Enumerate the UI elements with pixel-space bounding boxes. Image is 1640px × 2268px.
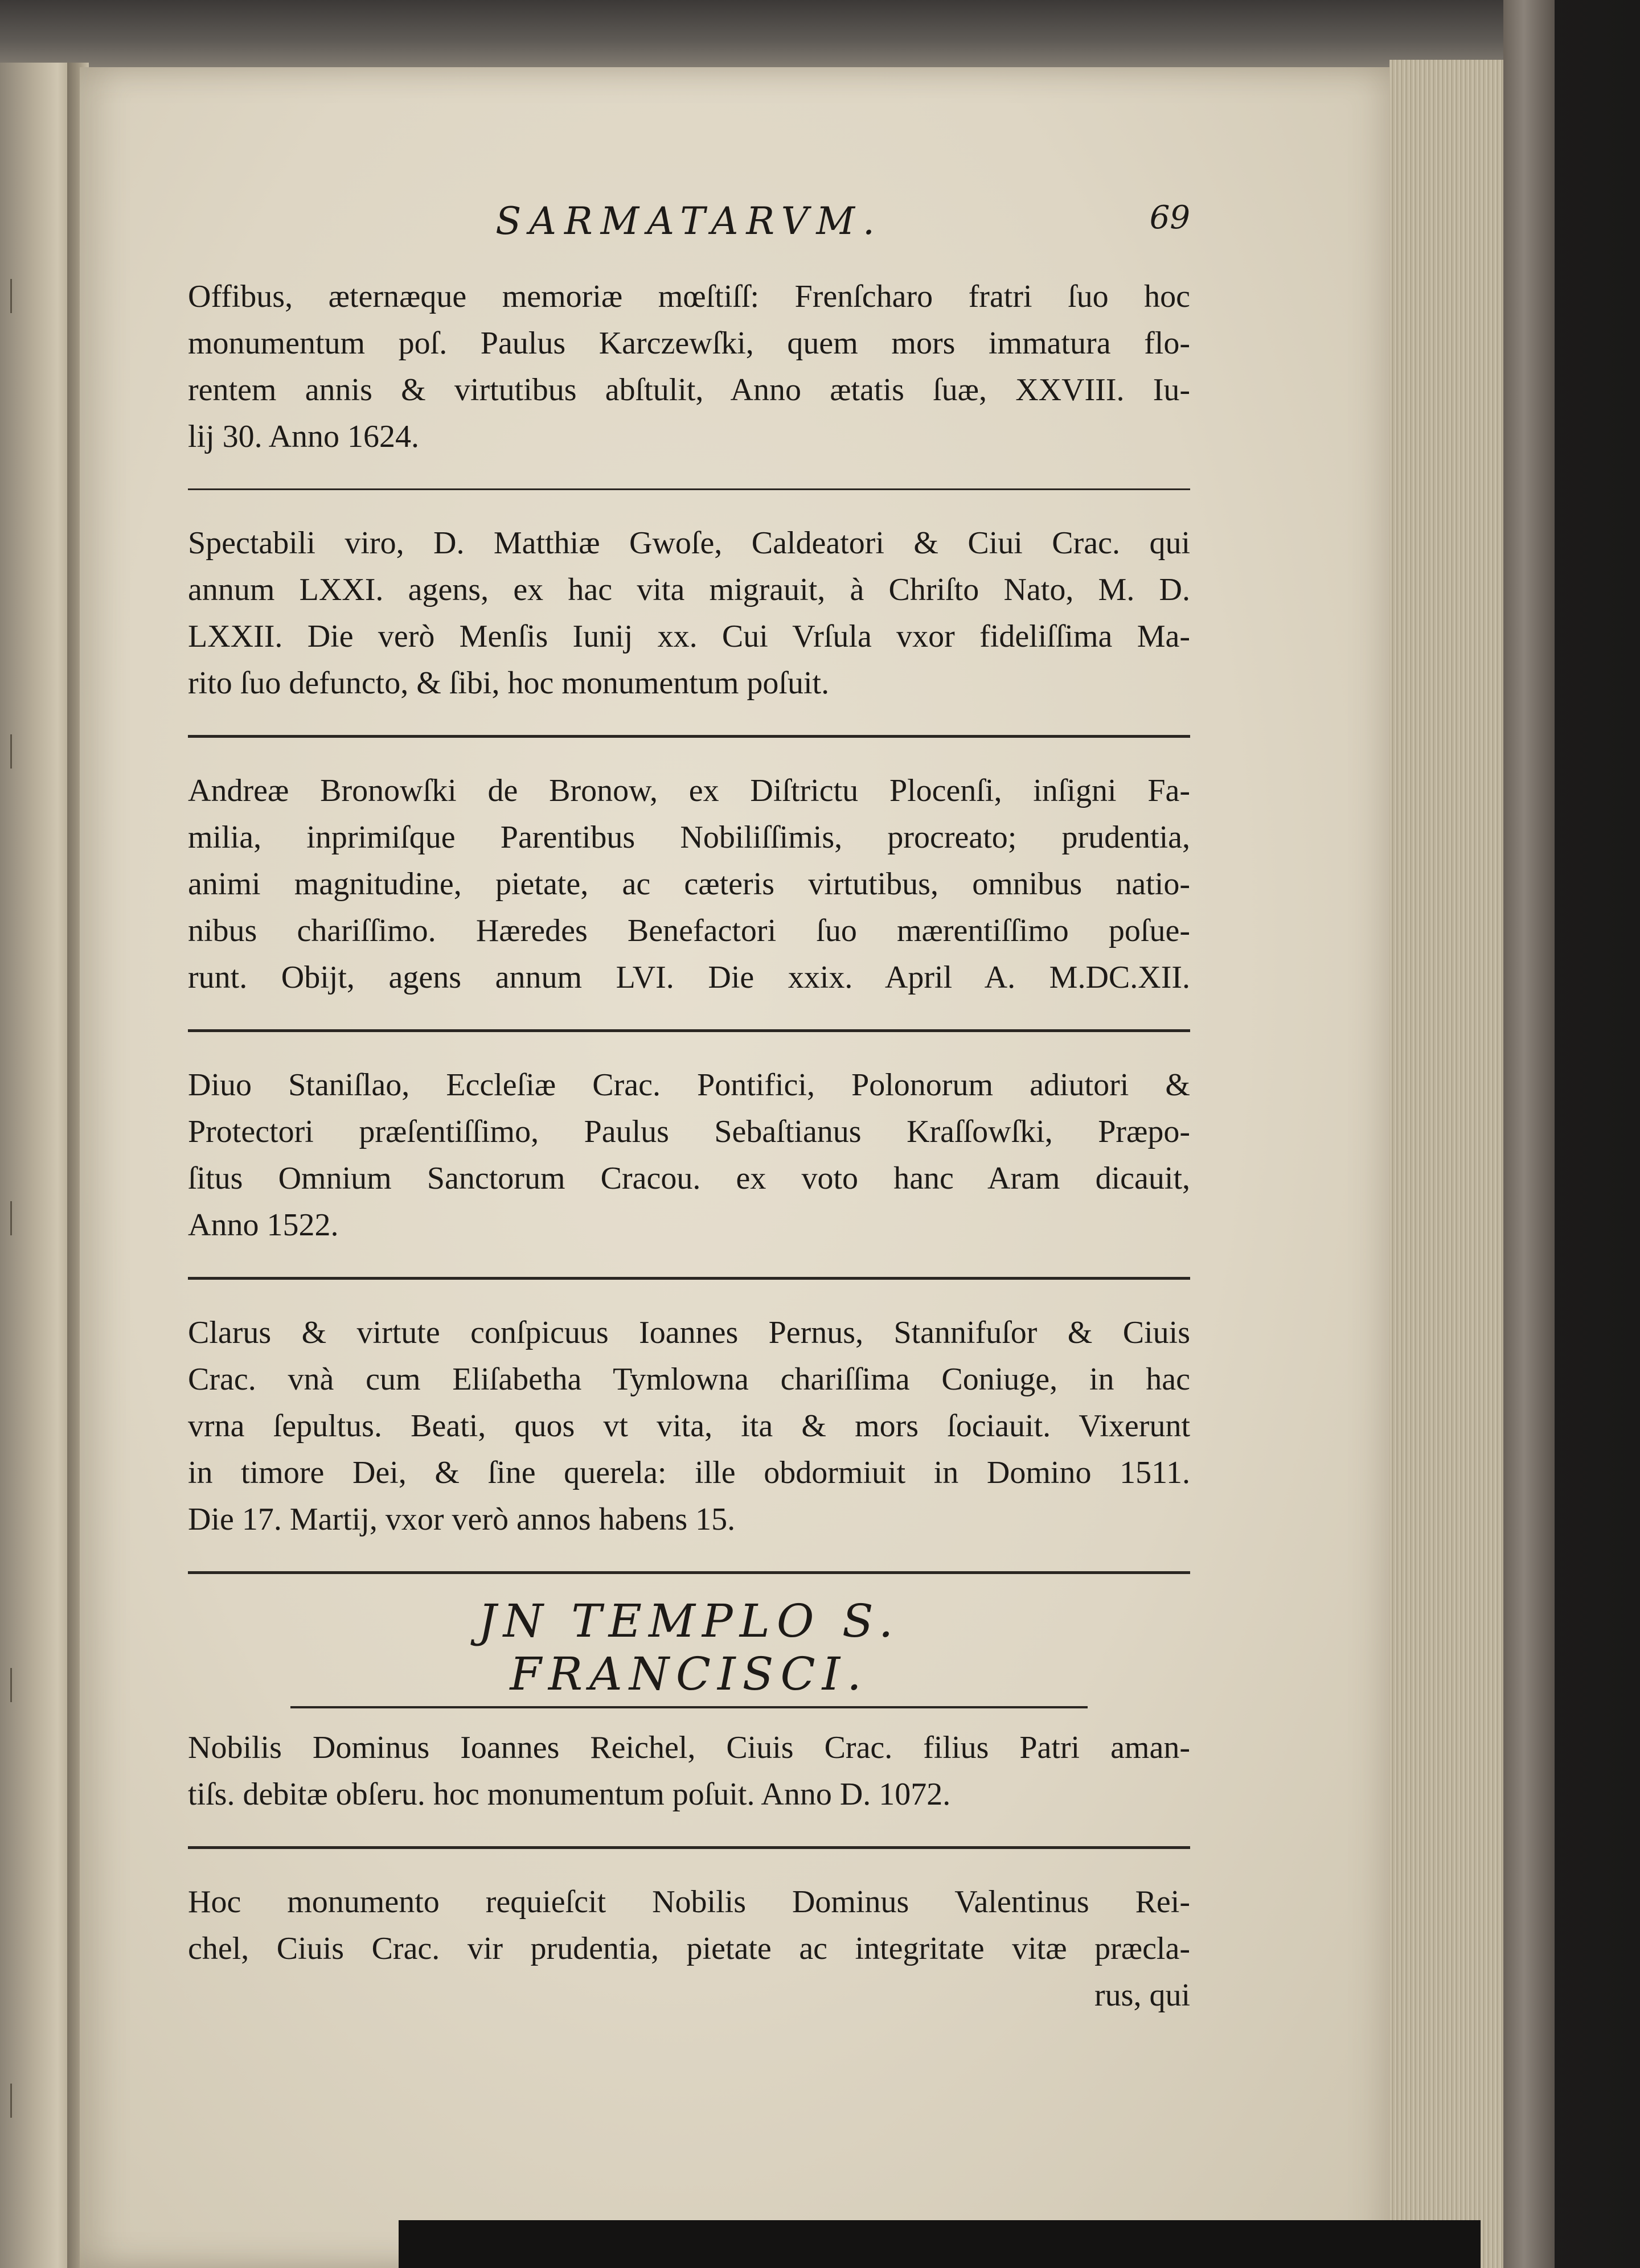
- inscription-entry: [188, 520, 1190, 706]
- binding-thread: [10, 734, 12, 769]
- inscription-entry: [188, 767, 1190, 1001]
- text-line: chel, Ciuis Crac. vir prudentia, pietate ac integritate vitæ præcla-: [188, 1931, 1190, 1966]
- text-line: Spectabili viro, D. Matthiæ Gwoſe, Caldeatori & Ciui Crac. qui: [188, 525, 1190, 561]
- text-line: Andreæ Bronowſki de Bronow, ex Diſtrictu Plocenſi, inſigni Fa-: [188, 773, 1190, 808]
- binding-thread: [10, 2084, 12, 2118]
- text-line: animi magnitudine, pietate, ac cæteris virtutibus, omnibus natio-: [188, 866, 1190, 902]
- text-line: ſitus Omnium Sanctorum Cracou. ex voto hanc Aram dicauit,: [188, 1161, 1190, 1196]
- text-line: Hoc monumento requieſcit Nobilis Dominus Valentinus Rei-: [188, 1884, 1190, 1920]
- inscription-entry: [188, 1062, 1190, 1248]
- text-line: Clarus & virtute conſpicuus Ioannes Pernus, Stannifuſor & Ciuis: [188, 1315, 1190, 1350]
- text-line: Diuo Staniſlao, Eccleſiæ Crac. Pontifici, Polonorum adiutori &: [188, 1067, 1190, 1103]
- scan-bottom-strip: [399, 2220, 1481, 2268]
- binding-thread: [10, 1668, 12, 1702]
- text-line: Anno 1522.: [188, 1207, 339, 1243]
- text-line: runt. Obijt, agens annum LVI. Die xxix. April A. M.DC.XII.: [188, 960, 1190, 995]
- left-page-edge: [0, 63, 77, 2268]
- text-line: vrna ſepultus. Beati, quos vt vita, ita & mors ſociauit. Vixerunt: [188, 1408, 1190, 1444]
- text-line: Protectori præſentiſſimo, Paulus Sebaſtianus Kraſſowſki, Præpo-: [188, 1114, 1190, 1149]
- text-line: milia, inprimiſque Parentibus Nobiliſſimis, procreato; prudentia,: [188, 820, 1190, 855]
- inscription-entry: [188, 1879, 1190, 2019]
- running-head: [188, 199, 1190, 273]
- text-block: [188, 199, 1190, 2019]
- binding-thread: [10, 1201, 12, 1235]
- text-line: Die 17. Martij, vxor verò annos habens 15.: [188, 1502, 736, 1537]
- text-line: Nobilis Dominus Ioannes Reichel, Ciuis Crac. filius Patri aman-: [188, 1730, 1190, 1765]
- text-line: rus, qui: [1094, 1978, 1190, 2013]
- text-line: monumentum poſ. Paulus Karczewſki, quem mors immatura flo-: [188, 326, 1190, 361]
- running-title: SARMATARVM.: [495, 199, 883, 243]
- divider-rule: [188, 1571, 1190, 1574]
- binding-thread: [10, 279, 12, 313]
- text-line: annum LXXI. agens, ex hac vita migrauit, à Chriſto Nato, M. D.: [188, 572, 1190, 607]
- book-top-edge: [0, 0, 1509, 74]
- text-line: lij 30. Anno 1624.: [188, 419, 420, 454]
- book-cover-edge: [1503, 0, 1555, 2268]
- inscription-entry: [188, 1309, 1190, 1543]
- text-line: Offibus, æternæque memoriæ mœſtiſſ: Frenſcharo fratri ſuo hoc: [188, 279, 1190, 314]
- text-line: tiſs. debitæ obſeru. hoc monumentum poſuit. Anno D. 1072.: [188, 1777, 951, 1812]
- text-line: rentem annis & virtutibus abſtulit, Anno ætatis ſuæ, XXVIII. Iu-: [188, 372, 1190, 408]
- divider-rule: [188, 488, 1190, 490]
- inscription-entry: [188, 1724, 1190, 1818]
- text-line: Crac. vnà cum Eliſabetha Tymlowna chariſſima Coniuge, in hac: [188, 1362, 1190, 1397]
- text-line: rito ſuo defuncto, & ſibi, hoc monumentum poſuit.: [188, 665, 830, 701]
- divider-rule: [188, 1277, 1190, 1280]
- section-heading: JN TEMPLO S. FRANCISCI.: [290, 1595, 1088, 1708]
- text-line: LXXII. Die verò Menſis Iunij xx. Cui Vrſula vxor fideliſſima Ma-: [188, 619, 1190, 654]
- text-line: nibus chariſſimo. Hæredes Benefactori ſuo mærentiſſimo poſue-: [188, 913, 1190, 948]
- divider-rule: [188, 1029, 1190, 1032]
- text-line: in timore Dei, & ſine querela: ille obdormiuit in Domino 1511.: [188, 1455, 1190, 1490]
- page-number: 69: [1149, 199, 1190, 236]
- divider-rule: [188, 735, 1190, 738]
- page-stack-edge: [1389, 60, 1509, 2268]
- inscription-entry: [188, 273, 1190, 460]
- divider-rule: [188, 1846, 1190, 1849]
